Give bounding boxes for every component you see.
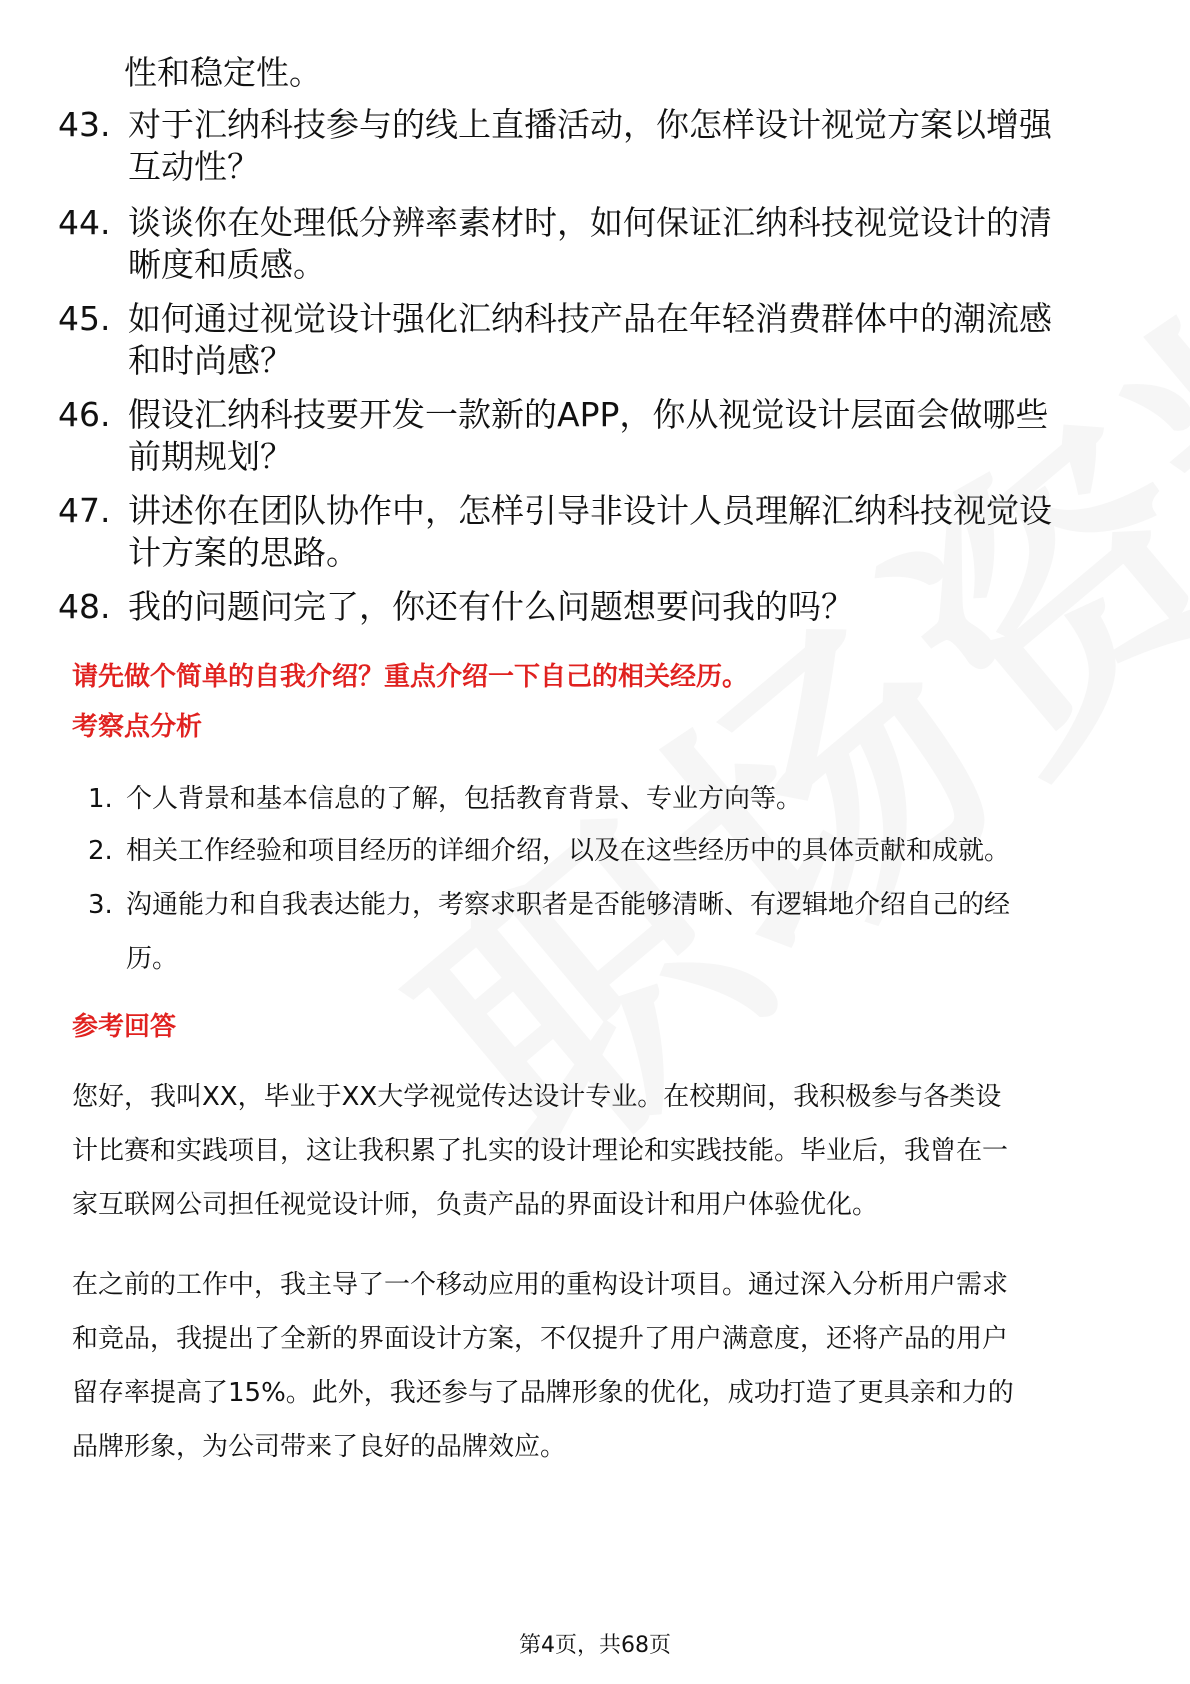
analysis-number: 3. — [88, 890, 113, 920]
question-line: 对于汇纳科技参与的线上直播活动，你怎样设计视觉方案以增强 — [128, 105, 1052, 144]
answer-heading: 参考回答 — [72, 1012, 177, 1042]
question-line: 晰度和质感。 — [128, 245, 326, 284]
analysis-line: 沟通能力和自我表达能力，考察求职者是否能够清晰、有逻辑地介绍自己的经 — [126, 890, 1011, 920]
analysis-line: 相关工作经验和项目经历的详细介绍，以及在这些经历中的具体贡献和成就。 — [126, 836, 1011, 866]
answer-line: 在之前的工作中，我主导了一个移动应用的重构设计项目。通过深入分析用户需求 — [72, 1270, 1009, 1300]
answer-line: 您好，我叫XX，毕业于XX大学视觉传达设计专业。在校期间，我积极参与各类设 — [72, 1082, 1002, 1112]
question-line: 互动性？ — [128, 147, 260, 186]
analysis-number: 1. — [88, 784, 113, 814]
analysis-line: 历。 — [126, 944, 179, 974]
analysis-number: 2. — [88, 836, 113, 866]
question-number: 47. — [58, 491, 111, 530]
question-line: 计方案的思路。 — [128, 533, 359, 572]
section-question: 请先做个简单的自我介绍？重点介绍一下自己的相关经历。 — [72, 662, 749, 692]
question-line: 我的问题问完了，你还有什么问题想要问我的吗？ — [128, 587, 854, 626]
answer-line: 计比赛和实践项目，这让我积累了扎实的设计理论和实践技能。毕业后，我曾在一 — [72, 1136, 1009, 1166]
answer-line: 品牌形象，为公司带来了良好的品牌效应。 — [72, 1432, 567, 1462]
continuation-text: 性和稳定性。 — [124, 53, 322, 92]
analysis-heading: 考察点分析 — [72, 712, 203, 742]
answer-line: 留存率提高了15%。此外，我还参与了品牌形象的优化，成功打造了更具亲和力的 — [72, 1378, 1014, 1408]
question-line: 和时尚感？ — [128, 341, 293, 380]
page-footer: 第4页，共68页 — [519, 1633, 671, 1658]
answer-line: 和竞品，我提出了全新的界面设计方案，不仅提升了用户满意度，还将产品的用户 — [72, 1324, 1009, 1354]
answer-line: 家互联网公司担任视觉设计师，负责产品的界面设计和用户体验优化。 — [72, 1190, 879, 1220]
question-number: 43. — [58, 105, 111, 144]
question-number: 45. — [58, 299, 111, 338]
question-number: 44. — [58, 203, 111, 242]
analysis-line: 个人背景和基本信息的了解，包括教育背景、专业方向等。 — [126, 784, 803, 814]
question-number: 48. — [58, 587, 111, 626]
question-number: 46. — [58, 395, 111, 434]
question-line: 假设汇纳科技要开发一款新的APP，你从视觉设计层面会做哪些 — [128, 395, 1049, 434]
question-line: 如何通过视觉设计强化汇纳科技产品在年轻消费群体中的潮流感 — [128, 299, 1052, 338]
question-line: 前期规划？ — [128, 437, 293, 476]
question-line: 谈谈你在处理低分辨率素材时，如何保证汇纳科技视觉设计的清 — [128, 203, 1052, 242]
question-line: 讲述你在团队协作中，怎样引导非设计人员理解汇纳科技视觉设 — [128, 491, 1052, 530]
